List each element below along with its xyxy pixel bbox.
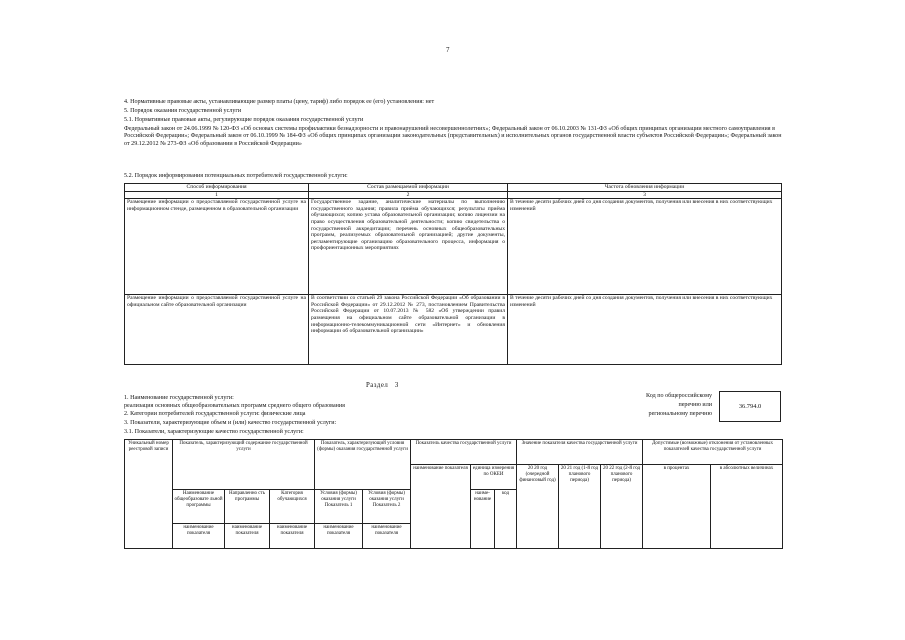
method-cell: Размещение информации о предоставляемой государственной услуге на информационном стенде, размещенном в образовательной организации [125, 199, 309, 295]
informing-procedure-heading: 5.2. Порядок информирования потенциальных потребителей государственной услуги: [124, 173, 348, 179]
content-cell: Государственное задание, аналитические материалы по выполнению государственного задания; правила приёма обучающихся; результаты приёма обучающихся; копию устава образовательной организации; копию лицензии на право осуществления образовательной деятельности; копию свидетельства о государственной аккредитации; перечень основных общеобразовательных программ, реализуемых образовательной организацией; другие документы, регламентирующие организацию образовательного процесса, информация о профориентационных мероприятиях [309, 199, 508, 295]
condition-1-header: Условия (формы) оказания услуги Показатель 1 [315, 489, 363, 524]
service-procedure-heading: 5. Порядок оказания государственной услуги [124, 108, 242, 114]
table-row [125, 295, 782, 365]
student-category-header: Категория обучающихся [270, 489, 315, 524]
sub-indicator-name: наименование показателя [363, 524, 411, 549]
indicator-name-header: наименование показателя [411, 464, 471, 548]
quality-indicators-heading: 3.1. Показатели, характеризующие качество государственной услуги: [124, 429, 304, 435]
column-number: 1 [125, 191, 309, 199]
header-content: Состав размещаемой информации [309, 184, 508, 192]
code-label-1: Код по общероссийскому [646, 393, 712, 399]
year-1-header: 20 20 год (очередной финансовый год) [517, 464, 559, 548]
column-number: 2 [309, 191, 508, 199]
table-row [125, 199, 782, 295]
percent-header: в процентах [643, 464, 711, 548]
registry-code-box: 36.794.0 [719, 391, 781, 422]
code-label-3: региональному перечню [648, 411, 712, 417]
regulatory-acts-heading: 5.1. Нормативные правовые акты, регулирующие порядок оказания государственной услуги [124, 117, 364, 123]
code-label-2: перечню или [678, 402, 712, 408]
quality-values-header: Значение показателя качества государственной услуги [517, 440, 643, 465]
sub-indicator-name: наименование показателя [225, 524, 270, 549]
quality-table [124, 439, 783, 549]
column-number: 3 [508, 191, 782, 199]
unit-code-header: код [495, 489, 517, 548]
header-frequency: Частота обновления информации [508, 184, 782, 192]
regulatory-acts-text: Федеральный закон от 24.06.1999 № 120-ФЗ «Об основах системы профилактики безнадзорности и правонарушений несовершеннолетних»; Федеральный закон от 06.10.2003 № 131-ФЗ «Об общих принципах организации местного самоуправления в Российской Федерации»; Федеральный закон от 06.10.1999 № 184-ФЗ «Об общих принципах организации законодательных (представительных) и исполнительных органов государственной власти субъектов Российской Федерации»; Федеральный закон от 29.12.2012 № 273-ФЗ «Об образовании в Российской Федерации» [124, 126, 782, 147]
legal-acts-price-line: 4. Нормативные правовые акты, устанавливающие размер платы (цену, тариф) либо порядок ее (его) установления: нет [124, 99, 435, 105]
sub-indicator-name: наименование показателя [173, 524, 225, 549]
sub-indicator-name: наименование показателя [315, 524, 363, 549]
quality-indicator-header: Показатель качества государственной услуги [411, 440, 517, 465]
sub-indicator-name: наименование показателя [270, 524, 315, 549]
informing-table [124, 183, 782, 365]
year-3-header: 20 22 год (2-й год планового периода) [601, 464, 643, 548]
method-cell: Размещение информации о предоставляемой государственной услуге на официальном сайте образовательной организации [125, 295, 309, 365]
condition-2-header: Условия (формы) оказания услуги Показатель 2 [363, 489, 411, 524]
header-method: Способ информирования [125, 184, 309, 192]
program-direction-header: Направленно сть программы [225, 489, 270, 524]
service-name-label: 1. Наименование государственной услуги: [124, 395, 234, 401]
page-number: 7 [446, 46, 450, 54]
absolute-header: в абсолютных величинах [711, 464, 783, 548]
content-cell: В соответствии со статьей 29 закона Российской Федерации «Об образовании в Российской Федерации» от 29.12.2012 № 273, постановлением Правительства Российской Федерации от 10.07.2013 № 582 «Об утверждении правил размещения на официальном сайте образовательной организации в информационно-телекоммуникационной сети «Интернет» и обновления информации об образовательной организации» [309, 295, 508, 365]
unit-header: единица измерения по ОКЕИ [471, 464, 517, 489]
consumer-category: 2. Категории потребителей государственной услуги: физические лица [124, 411, 306, 417]
frequency-cell: В течение десяти рабочих дней со дня создания документов, получения или внесения в них соответствующих изменений [508, 295, 782, 365]
service-name-value: реализация основных общеобразовательных программ среднего общего образования [124, 403, 345, 409]
section-title: Раздел 3 [366, 382, 399, 389]
frequency-cell: В течение десяти рабочих дней со дня создания документов, получения или внесения в них соответствующих изменений [508, 199, 782, 295]
conditions-indicator-header: Показатель, характеризующий условия (формы) оказания государственной услуги [315, 440, 411, 490]
unique-number-header: Уникальный номер реестровой записи [125, 440, 173, 549]
unit-name-header: наиме-нование [471, 489, 495, 548]
year-2-header: 20 21 год (1-й год планового периода) [559, 464, 601, 548]
program-name-header: Наименование общеобразовате льной программы [173, 489, 225, 524]
indicators-heading: 3. Показатели, характеризующие объем и (или) качество государственной услуги: [124, 420, 337, 426]
deviation-header: Допустимые (возможные) отклонения от установленных показателей качества государственной услуги [643, 440, 783, 465]
content-indicator-header: Показатель, характеризующий содержание государственной услуги [173, 440, 315, 490]
